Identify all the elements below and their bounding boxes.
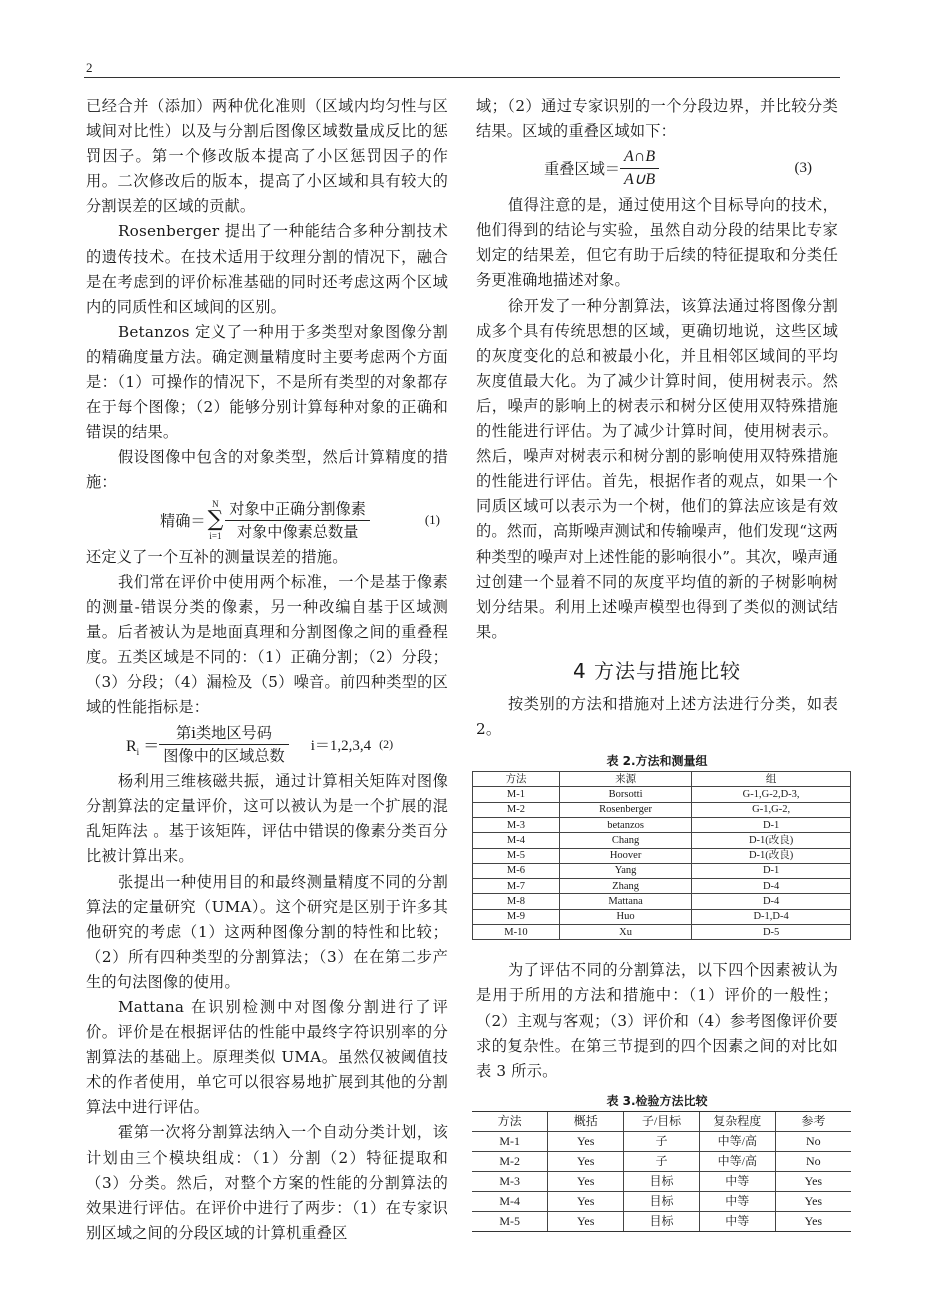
denominator: A∪B <box>623 171 656 189</box>
paragraph: 徐开发了一种分割算法，该算法通过将图像分割成多个具有传统思想的区域，更确切地说，这些区域的灰度变化的总和被最小化，并且相邻区域间的平均灰度值最大化。为了减少计算时间，使用树表示。然后，噪声的影响上的树表示和树分区使用双特殊措施的性能进行评估。为了减少计算时间，使用树表示。然后，噪声对树表示和树分割的影响使用双特殊措施的性能进行评估。首先，根据作者的观点，如果一个同质区域可以表示为一个树，他们的算法应该是有效的。然而，高斯噪声测试和传输噪声，他们发现“这两种类型的噪声对上述性能的影响很小”。其次，噪声通过创建一个显着不同的灰度平均值的新的子树影响树划分结果。利用上述噪声模型也得到了类似的测试结果。 <box>476 296 838 641</box>
table-cell: M-6 <box>473 863 560 878</box>
fraction <box>225 498 370 543</box>
page-number: 2 <box>86 60 93 75</box>
paragraph: 域；（2）通过专家识别的一个分段边界，并比较分类结果。区域的重叠区域如下： <box>476 97 838 141</box>
table-header-row <box>472 1111 851 1131</box>
sum-operator <box>208 499 224 541</box>
table-header-cell: 来源 <box>559 772 691 787</box>
table-cell: 子 <box>624 1131 700 1151</box>
table-cell: Mattana <box>559 894 691 909</box>
table-cell: D-1 <box>692 863 851 878</box>
table-cell: D-1(改良) <box>692 848 851 863</box>
table-cell: Borsotti <box>559 787 691 802</box>
paragraph: 值得注意的是，通过使用这个目标导向的技术，他们得到的结论与实验，虽然自动分段的结果比专家划定的结果差，但它有助于后续的特征提取和分类任务更准确地描述对象。 <box>476 196 838 290</box>
paragraph: 张提出一种使用目的和最终测量精度不同的分割算法的定量研究（UMA）。这个研究是区别于许多其他研究的考虑（1）这两种图像分割的特性和比较；（2）所有四种类型的分割算法；（3）在在第二步产生的句法图像的使用。 <box>86 872 448 991</box>
numerator: 第i类地区号码 <box>159 722 289 745</box>
table-cell: 目标 <box>624 1211 700 1231</box>
table-row <box>472 1191 851 1211</box>
table-cell: G-1,G-2,D-3, <box>692 787 851 802</box>
table-cell: Yang <box>559 863 691 878</box>
table-cell: Zhang <box>559 879 691 894</box>
table-header-row <box>473 772 851 787</box>
table-cell: D-4 <box>692 879 851 894</box>
table-cell: No <box>775 1131 851 1151</box>
table-row <box>473 817 851 832</box>
sum-upper-limit: N <box>212 499 219 509</box>
equation-3 <box>476 144 838 193</box>
table-cell: M-1 <box>473 787 560 802</box>
table-header-cell: 复杂程度 <box>699 1111 775 1131</box>
table-cell: Huo <box>559 909 691 924</box>
table-cell: 目标 <box>624 1191 700 1211</box>
paragraph: Rosenberger 提出了一种能结合多种分割技术的遗传技术。在技术适用于纹理分割的情况下，融合是在考虑到的评价标准基础的同时还考虑这两个区域内的同质性和区域间的区别。 <box>86 222 448 316</box>
equation-lhs <box>126 733 159 757</box>
left-column <box>86 94 448 1246</box>
equation-number: (2) <box>379 737 394 752</box>
fraction <box>620 146 659 191</box>
table-cell: 中等/高 <box>699 1131 775 1151</box>
table-header-cell: 子/目标 <box>624 1111 700 1131</box>
table-cell: M-9 <box>473 909 560 924</box>
table-row <box>473 879 851 894</box>
table-row <box>473 863 851 878</box>
equation-2 <box>86 720 448 769</box>
table-cell: betanzos <box>559 817 691 832</box>
r-symbol: R <box>126 737 137 755</box>
section-title: 4 方法与措施比较 <box>572 658 742 683</box>
equation-number: (1) <box>424 512 440 527</box>
table-row <box>473 925 851 940</box>
numerator: 对象中正确分割像素 <box>225 498 370 521</box>
paragraph: 按类别的方法和措施对上述方法进行分类，如表 2。 <box>476 694 838 738</box>
table-cell: Yes <box>548 1171 624 1191</box>
table-3-caption: 表 3.检验方法比较 <box>606 1093 708 1108</box>
table-row <box>472 1171 851 1191</box>
table-row <box>472 1131 851 1151</box>
table-cell: Yes <box>548 1151 624 1171</box>
header-rule <box>84 77 840 78</box>
equation-1 <box>86 496 448 545</box>
table-cell: Rosenberger <box>559 802 691 817</box>
table-cell: Yes <box>548 1131 624 1151</box>
table-cell: 子 <box>624 1151 700 1171</box>
paragraph: 杨利用三维核磁共振，通过计算相关矩阵对图像分割算法的定量评价，这可以被认为是一个扩展的混乱矩阵法 。基于该矩阵，评估中错误的像素分类百分比被计算出来。 <box>86 772 448 866</box>
paragraph: 霍第一次将分割算法纳入一个自动分类计划，该计划由三个模块组成：（1）分割（2）特征提取和（3）分类。然后，对整个方案的性能的分割算法的效果进行评估。在评价中进行了两步：（1）在专家识别区域之间的分段区域的计算机重叠区 <box>86 1123 448 1242</box>
table-row <box>472 1211 851 1231</box>
table-cell: M-3 <box>472 1171 548 1191</box>
paragraph: 为了评估不同的分割算法，以下四个因素被认为是用于所用的方法和措施中：（1）评价的一般性；（2）主观与客观；（3）评价和（4）参考图像评价要求的复杂性。在第三节提到的四个因素之间的对比如表 3 所示。 <box>476 961 838 1080</box>
table-cell: Yes <box>548 1191 624 1211</box>
table-cell: D-1,D-4 <box>692 909 851 924</box>
table-row <box>472 1151 851 1171</box>
table-cell: M-4 <box>472 1191 548 1211</box>
table-cell: M-2 <box>473 802 560 817</box>
table-row <box>473 894 851 909</box>
paragraph: 我们常在评价中使用两个标准，一个是基于像素的测量-错误分类的像素，另一种改编自基于区域测量。后者被认为是地面真理和分割图像之间的重叠程度。五类区域是不同的：（1）正确分割；（2）分段；（3）分段；（4）漏检及（5）噪音。前四种类型的区域的性能指标是： <box>86 572 448 717</box>
table-cell: 中等 <box>699 1191 775 1211</box>
table-cell: D-1 <box>692 817 851 832</box>
table-2 <box>472 771 851 940</box>
table-row <box>473 833 851 848</box>
table-cell: M-1 <box>472 1131 548 1151</box>
equals-sign: ＝ <box>143 737 160 755</box>
table-cell: M-5 <box>473 848 560 863</box>
table-cell: No <box>775 1151 851 1171</box>
denominator: 对象中像素总数量 <box>236 522 359 541</box>
table-cell: M-7 <box>473 879 560 894</box>
equation-lhs: 重叠区域＝ <box>544 160 620 179</box>
table-cell: M-5 <box>472 1211 548 1231</box>
paragraph: 假设图像中包含的对象类型，然后计算精度的措施： <box>86 448 448 492</box>
table-cell: 中等 <box>699 1211 775 1231</box>
table-cell: Yes <box>775 1171 851 1191</box>
sum-symbol: ∑ <box>207 507 224 532</box>
table-2-caption: 表 2.方法和测量组 <box>606 754 708 769</box>
table-cell: D-4 <box>692 894 851 909</box>
paragraph: Betanzos 定义了一种用于多类型对象图像分割的精确度量方法。确定测量精度时主要考虑两个方面是：（1）可操作的情况下，不是所有类型的对象都存在于每个图像；（2）能够分别计算每种对象的正确和错误的结果。 <box>86 322 448 442</box>
fraction <box>159 722 289 767</box>
right-column <box>476 94 838 1232</box>
table-cell: M-3 <box>473 817 560 832</box>
table-cell: D-1(改良) <box>692 833 851 848</box>
paragraph: 已经合并（添加）两种优化准则（区域内均匀性与区域间对比性）以及与分割后图像区域数量成反比的惩罚因子。第一个修改版本提高了小区惩罚因子的作用。二次修改后的版本，提高了小区域和具有较大的分割误差的区域的贡献。 <box>86 97 448 216</box>
table-cell: Yes <box>775 1211 851 1231</box>
numerator: A∩B <box>620 146 659 169</box>
table-cell: Chang <box>559 833 691 848</box>
table-header-cell: 概括 <box>548 1111 624 1131</box>
table-cell: 中等/高 <box>699 1151 775 1171</box>
table-header-cell: 组 <box>692 772 851 787</box>
paragraph: Mattana 在识别检测中对图像分割进行了评价。评价是在根据评估的性能中最终字符识别率的分割算法的基础上。原理类似 UMA。虽然仅被阈值技术的作者使用，单它可以很容易地扩展到其他的分割算法中进行评估。 <box>86 998 448 1117</box>
table-cell: G-1,G-2, <box>692 802 851 817</box>
paragraph: 还定义了一个互补的测量误差的措施。 <box>86 547 348 566</box>
table-cell: M-8 <box>473 894 560 909</box>
denominator: 图像中的区域总数 <box>163 747 285 766</box>
table-3 <box>472 1111 851 1232</box>
table-row <box>473 802 851 817</box>
equation-number: (3) <box>794 160 812 177</box>
table-cell: Xu <box>559 925 691 940</box>
equation-lhs: 精确＝ <box>160 511 206 530</box>
table-cell: Yes <box>775 1191 851 1211</box>
sum-lower-limit: i=1 <box>209 531 222 541</box>
table-row <box>473 909 851 924</box>
r-subscript: i <box>136 746 140 757</box>
table-cell: Hoover <box>559 848 691 863</box>
table-header-cell: 参考 <box>775 1111 851 1131</box>
equation-condition: i＝1,2,3,4 <box>310 738 372 755</box>
table-cell: D-5 <box>692 925 851 940</box>
table-header-cell: 方法 <box>472 1111 548 1131</box>
table-row <box>473 787 851 802</box>
table-cell: M-4 <box>473 833 560 848</box>
table-cell: Yes <box>548 1211 624 1231</box>
table-cell: M-2 <box>472 1151 548 1171</box>
table-cell: M-10 <box>473 925 560 940</box>
table-header-cell: 方法 <box>473 772 560 787</box>
table-row <box>473 848 851 863</box>
table-cell: 中等 <box>699 1171 775 1191</box>
table-cell: 目标 <box>624 1171 700 1191</box>
